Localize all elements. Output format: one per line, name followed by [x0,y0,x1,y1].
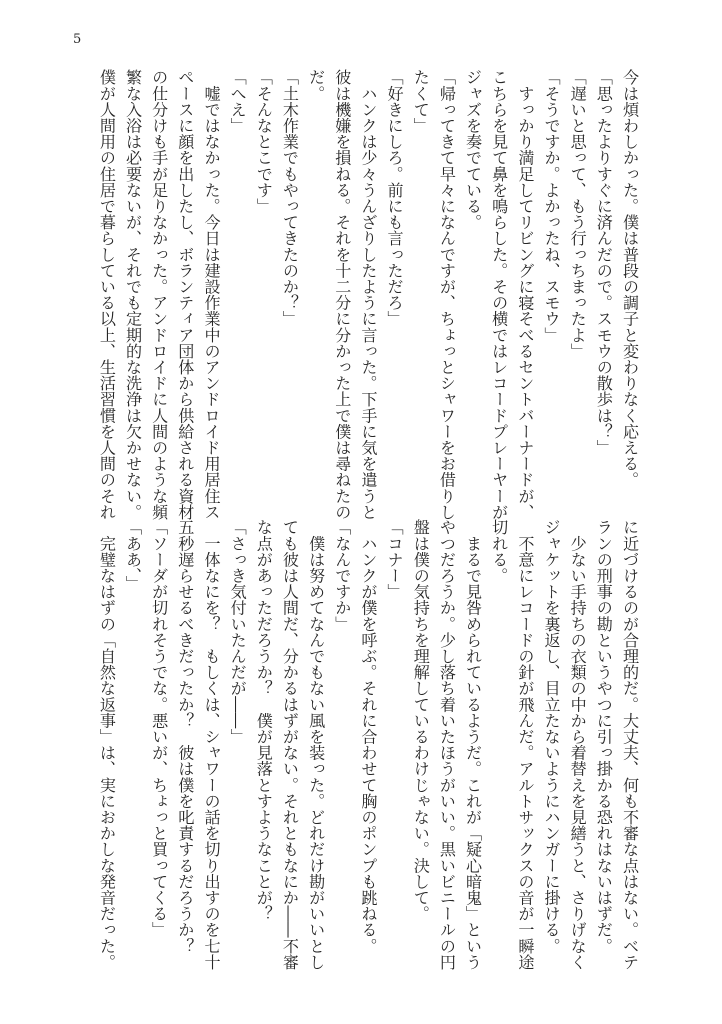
lower-text-block [93,519,642,970]
text-column: すっかり満足してリビングに寝そべるセントバーナードが、 [515,69,535,520]
text-column: 「そうですか。よかったね、スモウ」 [541,69,561,343]
upper-text-block [93,69,642,520]
text-column: 一体なにを？ もしくは、シャワーの話を切り出すのを七十 [201,519,221,970]
text-column: 完璧なはずの「自然な返事」は、実におかしな発音だった。 [96,519,116,970]
text-column: な点があっただろうか？ 僕が見落とすようなことが？ [253,519,273,922]
text-column: 「思ったよりすぐに済んだので。スモウの散歩は？」 [593,69,613,456]
text-column: ても彼は人間だ、分かるはずがない。それともなにか――不審 [279,519,299,970]
text-column: 「土木作業でもやってきたのか？」 [279,69,299,327]
text-column: ハンクは少々うんざりしたように言った。下手に気を遣うと [358,69,378,520]
text-column: まるで見咎められているようだ。これが「疑心暗鬼」という [463,519,483,970]
text-column: 僕が人間用の住居で暮らしている以上、生活習慣を人間のそれ [96,69,116,520]
text-column: 「好きにしろ。前にも言っただろ」 [384,69,404,327]
text-column: 不意にレコードの針が飛んだ。アルトサックスの音が一瞬途 [515,519,535,970]
text-column: 「ソーダが切れそうでな。悪いが、ちょっと買ってくる」 [149,519,169,938]
text-column: 「さっき気付いたんだが――」 [227,519,247,745]
text-column: ジャケットを裏返し、目立たないようにハンガーに掛ける。 [541,519,561,954]
text-column: 「なんですか」 [332,519,352,632]
text-column: 「ああ、」 [123,519,143,592]
text-column: こちらを見て鼻を鳴らした。その横ではレコードプレーヤーが [489,69,509,520]
text-column: 彼は機嫌を損ねる。それを十二分に分かった上で僕は尋ねたの [332,69,352,520]
text-column: たくて」 [410,69,430,134]
text-column: 「へえ」 [227,69,247,134]
text-column: ハンクが僕を呼ぶ。それに合わせて胸のポンプも跳ねる。 [358,519,378,954]
text-column: 僕は努めてなんでもない風を装った。どれだけ勘がいいとし [306,519,326,970]
text-column: ランの刑事の勘というやつに引っ掛かる恐れはないはずだ。 [593,519,613,954]
text-column: 「帰ってきて早々になんですが、ちょっとシャワーをお借りし [436,69,456,520]
text-column: 少ない手持ちの衣類の中から着替えを見繕うと、さりげなく [567,519,587,970]
text-column: ジャズを奏でている。 [463,69,483,230]
text-column: 嘘ではなかった。今日は建設作業中のアンドロイド用居住ス [201,69,221,520]
text-column: 「そんなとこです」 [253,69,273,214]
text-column: 「コナー」 [384,519,404,600]
text-column: 盤は僕の気持ちを理解しているわけじゃない。決して。 [410,519,430,922]
text-column: に近づけるのが合理的だ。大丈夫、何も不審な点はない。ベテ [620,519,639,970]
text-column: 「遅いと思って、もう行っちまったよ」 [567,69,587,359]
text-column: やつだろうか。少し落ち着いたほうがいい。黒いビニールの円 [436,519,456,970]
text-column: の仕分けも手が足りなかった。アンドロイドに人間のような頻 [149,69,169,520]
page-number: 5 [73,32,82,47]
text-column: 繁な入浴は必要ないが、それでも定期的な洗浄は欠かせない。 [123,69,143,520]
text-column: 今は煩わしかった。僕は普段の調子と変わりなく応える。 [620,69,639,488]
text-column: ペースに顔を出したし、ボランティア団体から供給される資材 [175,69,195,520]
text-column: だ。 [306,69,326,102]
text-column: 切れる。 [489,519,509,584]
text-column: 五秒遅らせるべきだったか？ 彼は僕を叱責するだろうか？ [175,519,195,954]
